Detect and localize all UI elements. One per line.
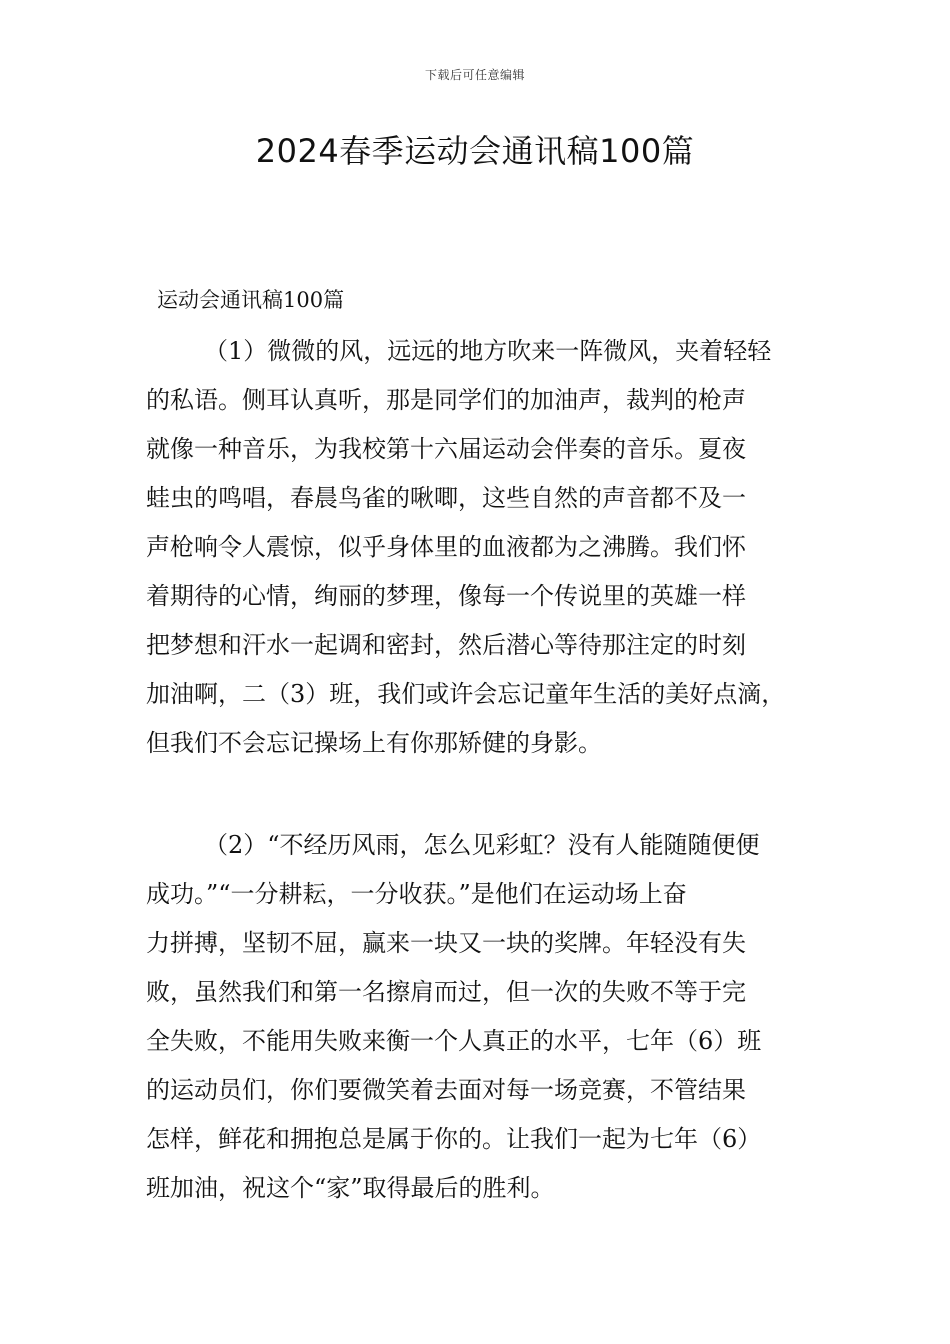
paragraph-2 (146, 821, 826, 1213)
paragraph-line: 着期待的心情，绚丽的梦理，像每一个传说里的英雄一样 (146, 582, 746, 610)
paragraph-line: （2）“不经历风雨，怎么见彩虹？没有人能随随便便 (204, 831, 760, 859)
paragraph-line: 就像一种音乐，为我校第十六届运动会伴奏的音乐。夏夜 (146, 435, 746, 463)
paragraph-line: 的私语。侧耳认真听，那是同学们的加油声，裁判的枪声 (146, 386, 746, 414)
paragraph-line: 班加油，祝这个“家”取得最后的胜利。 (146, 1174, 555, 1202)
paragraph-1 (146, 327, 826, 768)
paragraph-line: （1）微微的风，远远的地方吹来一阵微风，夹着轻轻 (204, 337, 772, 365)
paragraph-line: 成功。”“一分耕耘，一分收获。”是他们在运动场上奋 (146, 880, 687, 908)
paragraph-line: 但我们不会忘记操场上有你那矫健的身影。 (146, 729, 602, 757)
header-note: 下载后可任意编辑 (424, 68, 525, 82)
paragraph-line: 蛙虫的鸣唱，春晨鸟雀的啾唧，这些自然的声音都不及一 (146, 484, 746, 512)
paragraph-line: 力拼搏，坚韧不屈，赢来一块又一块的奖牌。年轻没有失 (146, 929, 746, 957)
paragraph-line: 把梦想和汗水一起调和密封，然后潜心等待那注定的时刻 (146, 631, 746, 659)
paragraph-line: 全失败，不能用失败来衡一个人真正的水平，七年（6）班 (146, 1027, 762, 1055)
paragraph-line: 声枪响令人震惊，似乎身体里的血液都为之沸腾。我们怀 (146, 533, 746, 561)
paragraph-line: 加油啊，二（3）班，我们或许会忘记童年生活的美好点滴， (146, 680, 786, 708)
paragraph-line: 怎样，鲜花和拥抱总是属于你的。让我们一起为七年（6） (146, 1125, 762, 1153)
subheading: 运动会通讯稿100篇 (157, 288, 345, 312)
paragraph-line: 的运动员们，你们要微笑着去面对每一场竞赛，不管结果 (146, 1076, 746, 1104)
document-title: 2024春季运动会通讯稿100篇 (255, 132, 695, 170)
paragraph-line: 败，虽然我们和第一名擦肩而过，但一次的失败不等于完 (146, 978, 746, 1006)
